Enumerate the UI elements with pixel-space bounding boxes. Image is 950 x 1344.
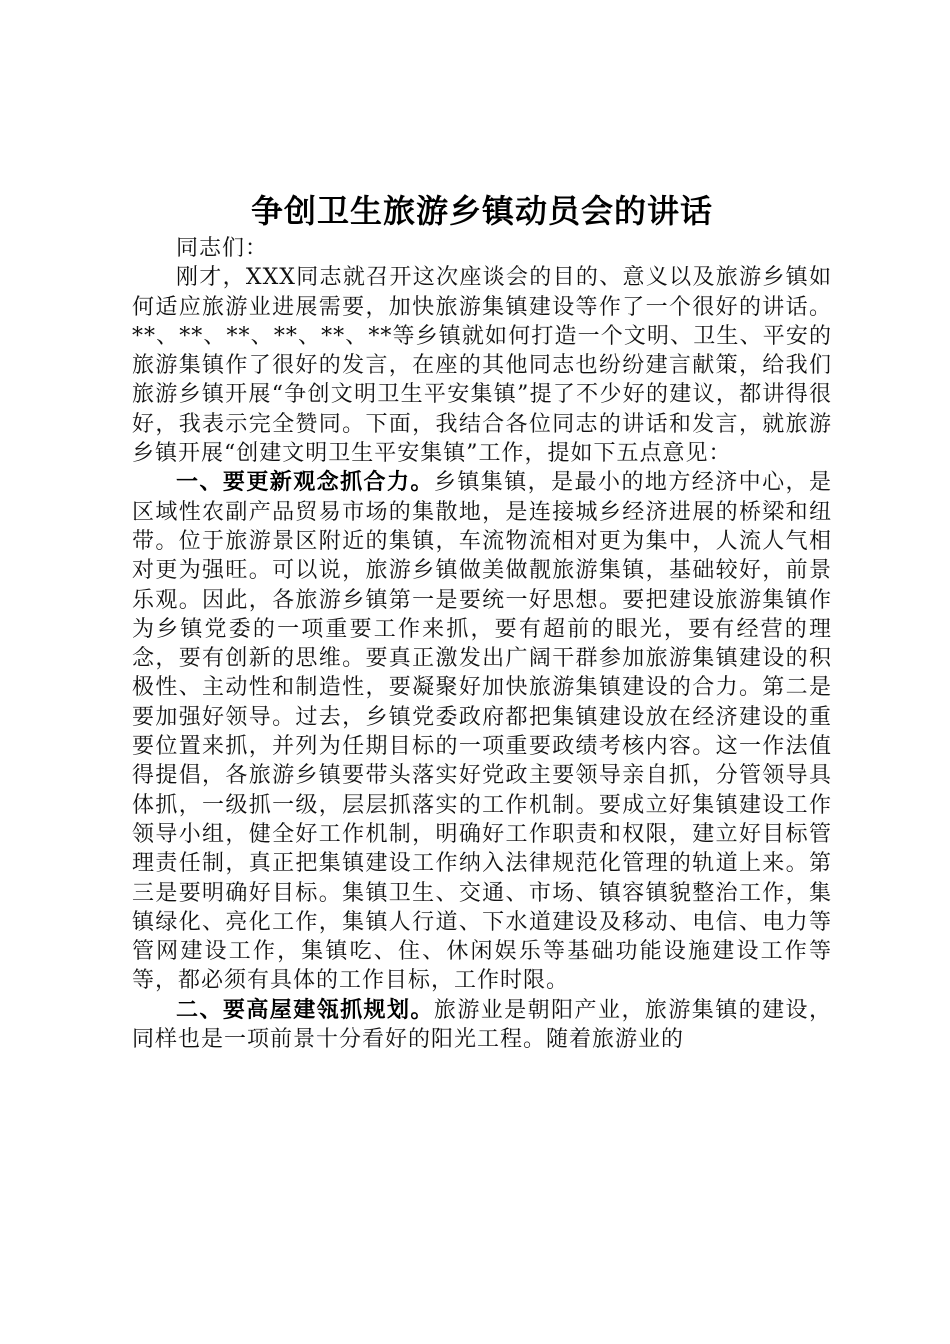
document-title: 争创卫生旅游乡镇动员会的讲话	[250, 192, 713, 230]
section-body-1: 乡镇集镇，是最小的地方经济中心，是区域性农副产品贸易市场的集散地，是连接城乡经济进展的桥梁和纽带。位于旅游景区附近的集镇，车流物流相对更为集中，人流人气相对更为强旺。可以说，旅游乡镇做美做靓旅游集镇，基础较好，前景乐观。因此，各旅游乡镇第一是要统一好思想。要把建设旅游集镇作为乡镇党委的一项重要工作来抓，要有超前的眼光，要有经营的理念，要有创新的思维。要真正激发出广阔干群参加旅游集镇建设的积极性、主动性和制造性，要凝聚好加快旅游集镇建设的合力。第二是要加强好领导。过去，乡镇党委政府都把集镇建设放在经济建设的重要位置来抓，并列为任期目标的一项重要政绩考核内容。这一作法值得提倡，各旅游乡镇要带头落实好党政主要领导亲自抓，分管领导具体抓，一级抓一级，层层抓落实的工作机制。要成立好集镇建设工作领导小组，健全好工作机制，明确好工作职责和权限，建立好目标管理责任制，真正把集镇建设工作纳入法律规范化管理的轨道上来。第三是要明确好目标。集镇卫生、交通、市场、镇容镇貌整治工作，集镇绿化、亮化工作，集镇人行道、下水道建设及移动、电信、电力等管网建设工作，集镇吃、住、休闲娱乐等基础功能设施建设工作等等，都必须有具体的工作目标，工作时限。	[132, 470, 832, 994]
intro-paragraph: 刚才，XXX同志就召开这次座谈会的目的、意义以及旅游乡镇如何适应旅游业进展需要，加快旅游集镇建设等作了一个很好的讲话。**、**、**、**、**、**等乡镇就如何打造一个文明、卫生、平安的旅游集镇作了很好的发言，在座的其他同志也纷纷建言献策，给我们旅游乡镇开展“争创文明卫生平安集镇”提了不少好的建议，都讲得很好，我表示完全赞同。下面，我结合各位同志的讲话和发言，就旅游乡镇开展“创建文明卫生平安集镇”工作，提如下五点意见：	[132, 265, 832, 467]
document-content	[132, 188, 832, 1054]
greeting-paragraph: 同志们：	[176, 236, 269, 261]
section-body-2: 旅游业是朝阳产业，旅游集镇的建设，同样也是一项前景十分看好的阳光工程。随着旅游业的	[132, 997, 832, 1053]
section-heading-1: 一、要更新观念抓合力。	[176, 470, 434, 496]
section-paragraph-1	[132, 468, 832, 995]
section-heading-2: 二、要高屋建瓴抓规划。	[176, 997, 434, 1023]
section-paragraph-2	[132, 996, 832, 1055]
